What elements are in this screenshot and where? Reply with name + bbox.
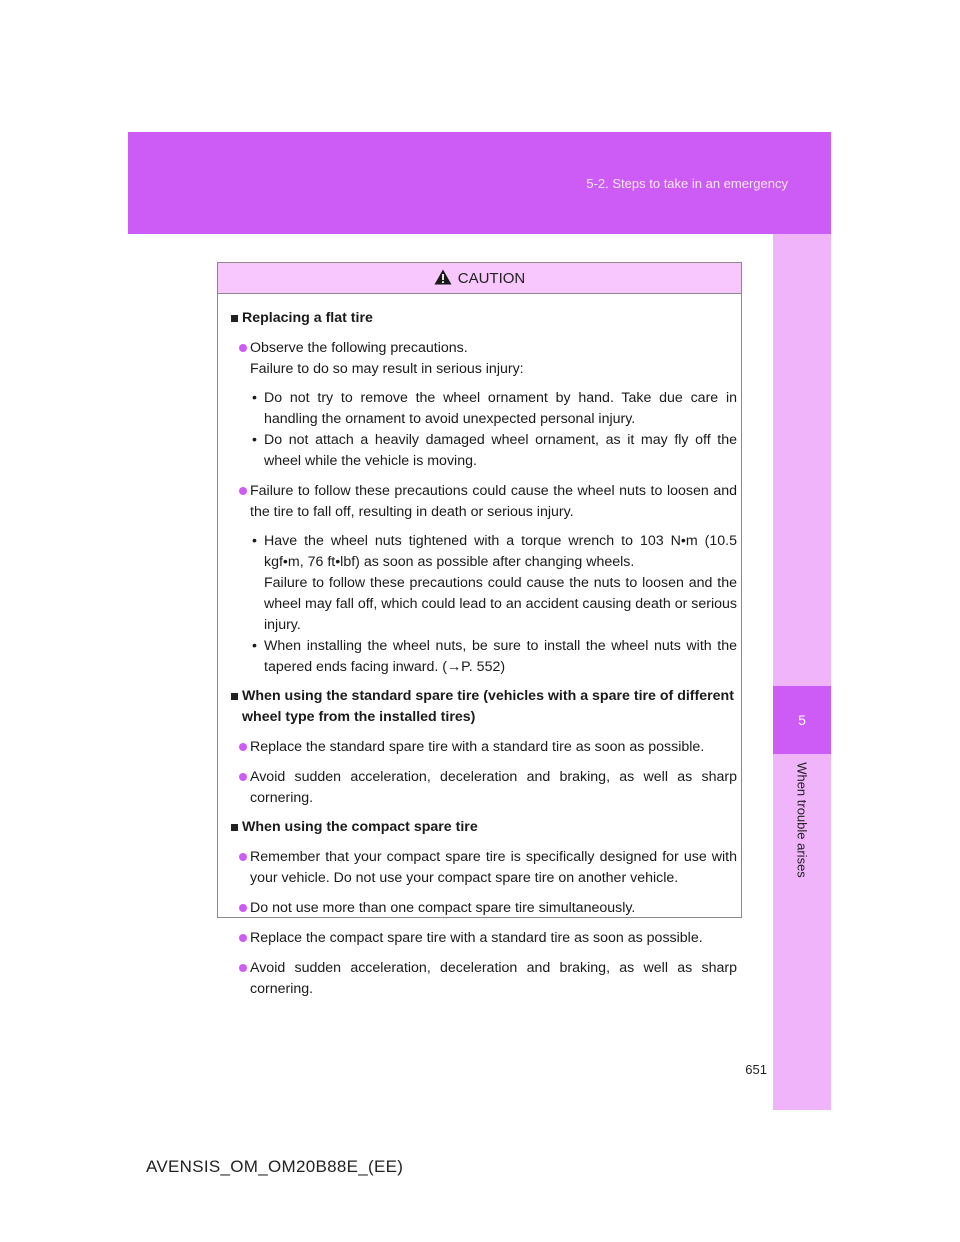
circle-bullet-icon — [239, 904, 247, 912]
caution-item — [231, 481, 737, 523]
chapter-title: When trouble arises — [794, 762, 810, 878]
page-number: 651 — [745, 1062, 767, 1077]
square-bullet-icon — [231, 824, 238, 831]
caution-item-text: Avoid sudden acceleration, deceleration and braking, as well as sharp cornering. — [250, 960, 737, 997]
caution-body — [218, 294, 741, 1000]
caution-sub-item — [231, 531, 737, 636]
caution-item-text: Observe the following precautions. Failure to do so may result in serious injury: — [250, 340, 524, 377]
chapter-side-tab — [773, 234, 831, 1110]
caution-item — [231, 338, 737, 380]
caution-sub-item — [231, 430, 737, 472]
caution-item — [231, 767, 737, 809]
bullet-icon: • — [252, 533, 257, 549]
topic-heading-text: Replacing a flat tire — [242, 310, 373, 326]
header-band — [128, 132, 831, 234]
caution-sub-item-text: Do not attach a heavily damaged wheel ornament, as it may fly off the wheel while the vehicle is moving. — [264, 432, 737, 469]
section-title: 5-2. Steps to take in an emergency — [586, 176, 788, 191]
chapter-number: 5 — [773, 686, 831, 754]
caution-item-text: Do not use more than one compact spare tire simultaneously. — [250, 900, 636, 916]
topic-heading-text: When using the standard spare tire (vehicles with a spare tire of different wheel type from the installed tires) — [242, 688, 734, 725]
document-code: AVENSIS_OM_OM20B88E_(EE) — [146, 1157, 404, 1176]
caution-header — [218, 263, 741, 294]
bullet-icon: • — [252, 390, 257, 406]
caution-item — [231, 958, 737, 1000]
topic-heading-text: When using the compact spare tire — [242, 819, 478, 835]
caution-item — [231, 928, 737, 949]
caution-sub-item-text: Do not try to remove the wheel ornament by hand. Take due care in handling the ornament to avoid unexpected personal injury. — [264, 390, 737, 427]
circle-bullet-icon — [239, 964, 247, 972]
circle-bullet-icon — [239, 487, 247, 495]
square-bullet-icon — [231, 315, 238, 322]
circle-bullet-icon — [239, 344, 247, 352]
caution-topic-heading — [231, 686, 737, 728]
caution-item-text: Failure to follow these precautions could cause the wheel nuts to loosen and the tire to fall off, resulting in death or serious injury. — [250, 483, 737, 520]
caution-sub-item-text: Have the wheel nuts tightened with a torque wrench to 103 N•m (10.5 kgf•m, 76 ft•lbf) as soon as possible after changing wheels. Failure to follow these precautions could cause the nuts to loosen and the wheel may fall off, which could lead to an accident causing death or serious injury. — [264, 533, 737, 633]
caution-item — [231, 847, 737, 889]
caution-item-text: Remember that your compact spare tire is specifically designed for use with your vehicle. Do not use your compact spare tire on another vehicle. — [250, 849, 737, 886]
caution-title: CAUTION — [457, 269, 526, 287]
circle-bullet-icon — [239, 743, 247, 751]
caution-item-text: Avoid sudden acceleration, deceleration and braking, as well as sharp cornering. — [250, 769, 737, 806]
square-bullet-icon — [231, 693, 238, 700]
caution-box — [217, 262, 742, 997]
bullet-icon: • — [252, 638, 257, 654]
circle-bullet-icon — [239, 934, 247, 942]
circle-bullet-icon — [239, 853, 247, 861]
caution-sub-item — [231, 388, 737, 430]
caution-item — [231, 898, 737, 919]
caution-item-text: Replace the compact spare tire with a standard tire as soon as possible. — [250, 930, 703, 946]
caution-item-text: Replace the standard spare tire with a standard tire as soon as possible. — [250, 739, 705, 755]
caution-item — [231, 737, 737, 758]
bullet-icon: • — [252, 432, 257, 448]
caution-topic-heading — [231, 817, 737, 838]
warning-triangle-icon — [434, 269, 452, 285]
circle-bullet-icon — [239, 773, 247, 781]
caution-topic-heading — [231, 308, 737, 329]
caution-sub-item-text: When installing the wheel nuts, be sure to install the wheel nuts with the tapered ends facing inward. (→P. 552) — [264, 638, 737, 675]
caution-sub-item — [231, 636, 737, 678]
